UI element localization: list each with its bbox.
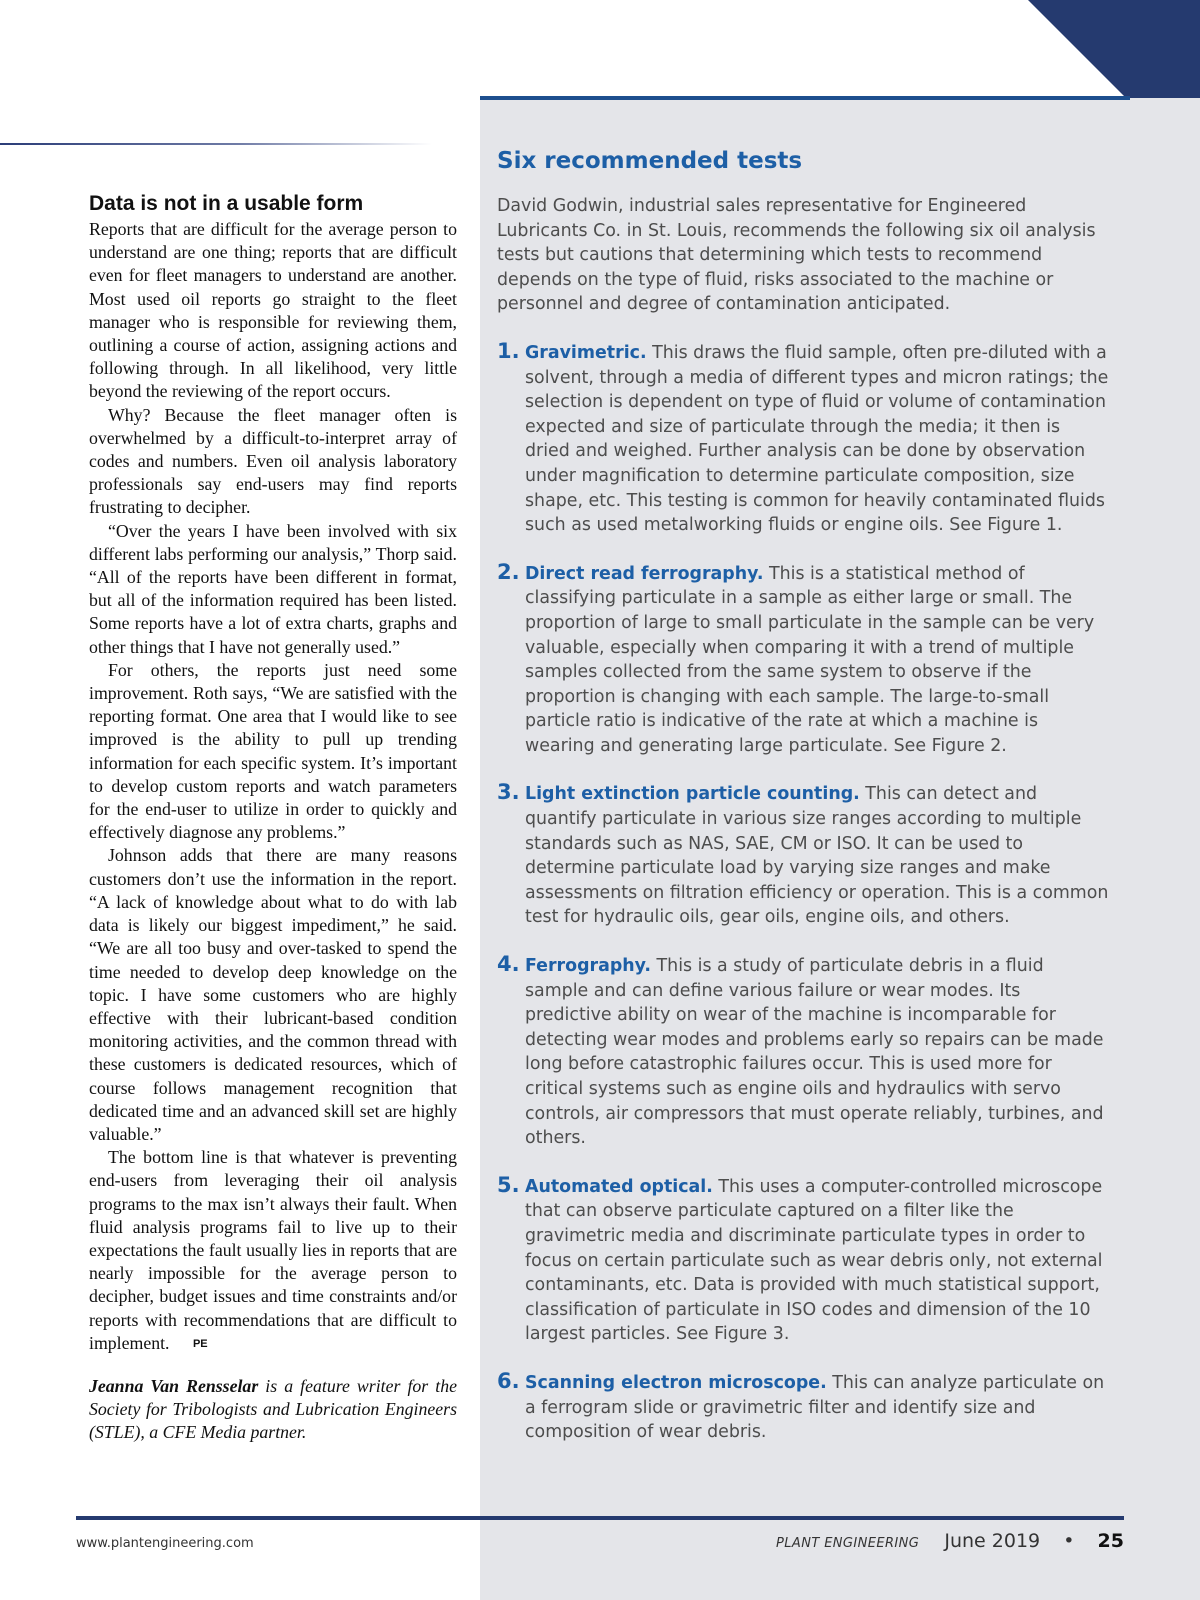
- test-name: Scanning electron microscope.: [525, 1372, 827, 1393]
- sidebar-heading: Six recommended tests: [497, 148, 803, 174]
- test-description: This can detect and quantify particulate in various size ranges according to multiple standards such as NAS, SAE, CM or ISO. It can be used to determine particulate load by varying size ranges and make assessments on filtration efficiency or operation. This is a common test for hydraulic oils, gear oils, engine oils, and others.: [525, 784, 1109, 928]
- test-name: Gravimetric.: [525, 342, 647, 363]
- test-description: This draws the fluid sample, often pre-diluted with a solvent, through a media of different types and micron ratings; the selection is dependent on type of fluid or volume of contamination expected and size of particulate through the media; it then is dried and weighed. Further analysis can be done by observation under magnification to determine particulate composition, size shape, etc. This testing is common for heavily contaminated fluids such as used metalworking fluids or engine oils. See Figure 1.: [525, 342, 1109, 536]
- test-name: Direct read ferrography.: [525, 563, 764, 584]
- test-name: Automated optical.: [525, 1176, 713, 1197]
- test-description: This is a study of particulate debris in a fluid sample and can define various failure or wear modes. Its predictive ability on wear of the machine is incomparable for detecting wear modes and problems early so repairs can be made long before catastrophic failures occur. This is used more for critical systems such as engine oils and hydraulics with servo controls, air compressors that must operate reliably, turbines, and others.: [525, 956, 1104, 1149]
- article-paragraph: Why? Because the fleet manager often is overwhelmed by a difficult-to-interpret array of codes and numbers. Even oil analysis laboratory professionals say end-users may find reports frustrating to decipher.: [89, 404, 457, 518]
- left-article-column: [89, 191, 457, 1445]
- test-name: Light extinction particle counting.: [525, 784, 860, 805]
- footer-url[interactable]: www.plantengineering.com: [76, 1536, 254, 1551]
- article-paragraph-text: The bottom line is that whatever is preventing end-users from leveraging their oil analysis programs to the max isn’t always their fault. When fluid analysis programs fail to live up to their expectations the fault usually lies in reports that are nearly impossible for the average person to decipher, budget issues and time constraints and/or reports with recommendations that are difficult to implement.: [89, 1147, 457, 1353]
- test-number: 2.: [497, 559, 520, 584]
- author-bio-text: is a feature writer for the Society for Tribologists and Lubrication Engineers (STLE), a CFE Media partner.: [89, 1375, 457, 1443]
- article-paragraph: Reports that are difficult for the average person to understand are one thing; reports that are difficult even for fleet managers to understand are another. Most used oil reports go straight to the fleet manager who is responsible for reviewing them, outlining a course of action, assigning actions and following through. In all likelihood, very little beyond the reviewing of the report occurs.: [89, 219, 457, 402]
- test-item: [497, 1368, 1109, 1445]
- test-number: 5.: [497, 1172, 520, 1197]
- article-paragraph-last: [89, 1146, 457, 1355]
- sidebar-intro: David Godwin, industrial sales representative for Engineered Lubricants Co. in St. Louis, recommends the following six oil analysis tests but cautions that determining which tests to recommend depends on the type of fluid, risks associated to the machine or personnel and degree of contamination anticipated.: [497, 196, 1096, 315]
- test-number: 6.: [497, 1368, 520, 1393]
- test-description: This is a statistical method of classifying particulate in a sample as either large or small. The proportion of large to small particulate in the sample can be very valuable, especially when comparing it with a trend of multiple samples collected from the same system to observe if the proportion is changing with each sample. The large-to-small particle ratio is indicative of the rate at which a machine is wearing and generating large particulate. See Figure 2.: [525, 563, 1095, 756]
- footer-rule: [76, 1516, 1124, 1520]
- sidebar-column: [497, 146, 1109, 1469]
- test-name: Ferrography.: [525, 956, 652, 977]
- section-heading: Data is not in a usable form: [89, 192, 364, 215]
- test-item: [497, 338, 1109, 538]
- test-item: [497, 782, 1109, 930]
- article-body: [89, 218, 457, 1355]
- article-paragraph: “Over the years I have been involved with six different labs performing our analysis,” Thorp said. “All of the reports have been different in format, but all of the information required has been listed. Some reports have a lot of extra charts, graphs and other things that I have not generally used.”: [89, 520, 457, 657]
- footer-separator: •: [1063, 1530, 1075, 1552]
- test-item: [497, 1172, 1109, 1347]
- author-name: Jeanna Van Rensselar: [89, 1375, 259, 1396]
- test-description: This can analyze particulate on a ferrogram slide or gravimetric filter and identify size and composition of wear debris.: [525, 1372, 1105, 1443]
- article-paragraph: For others, the reports just need some improvement. Roth says, “We are satisfied with the reporting format. One area that I would like to see improved is the ability to pull up trending information for each specific system. It’s important to develop custom reports and watch parameters for the end-user to utilize in order to quickly and effectively diagnose any problems.”: [89, 659, 457, 843]
- end-of-article-mark: PE: [192, 1337, 208, 1350]
- test-number: 1.: [497, 338, 520, 363]
- issue-date: June 2019: [944, 1530, 1041, 1552]
- sidebar-top-rule: [480, 96, 1130, 100]
- page-number: 25: [1097, 1530, 1124, 1552]
- test-number: 3.: [497, 780, 520, 805]
- test-number: 4.: [497, 952, 520, 977]
- article-paragraph: Johnson adds that there are many reasons customers don’t use the information in the report. “A lack of knowledge about what to do with lab data is likely our biggest impediment,” he said. “We are all too busy and over-tasked to spend the time needed to develop deep knowledge on the topic. I have some customers who are highly effective with their lubricant-based condition monitoring activities, and the common thread with these customers is dedicated resources, which of course follows management recognition that dedicated time and an advanced skill set are highly valuable.”: [89, 845, 457, 1144]
- test-item: [497, 954, 1109, 1151]
- publication-name: PLANT ENGINEERING: [776, 1536, 920, 1551]
- author-bio: [89, 1375, 457, 1445]
- test-description: This uses a computer-controlled microscope that can observe particulate captured on a filter like the gravimetric media and discriminate particulate types in order to focus on certain particulate such as wear debris only, not external contaminants, etc. Data is provided with much statistical support, classification of particulate in ISO codes and dimension of the 10 largest particles. See Figure 3.: [525, 1176, 1103, 1345]
- footer-folio: [776, 1530, 1124, 1552]
- test-item: [497, 559, 1109, 759]
- left-column-rule: [0, 143, 432, 145]
